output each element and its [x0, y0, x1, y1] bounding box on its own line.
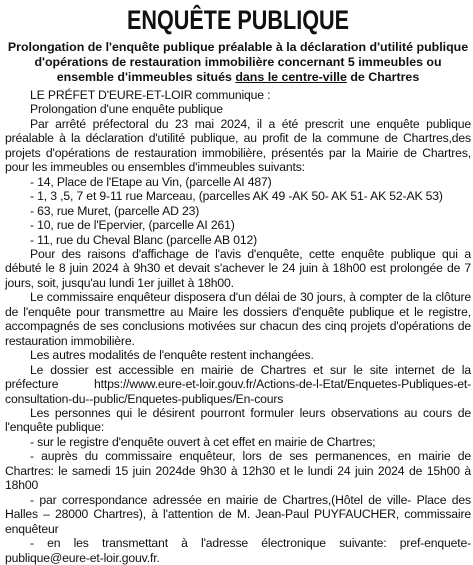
property-list-item: - 14, Place de l'Etape au Vin, (parcelle AI 487)	[30, 174, 272, 189]
observation-method-item: - en les transmettant à l'adresse électronique suivante: pref-enquete-publique@eure-et-loir.gouv.fr.	[5, 536, 471, 565]
subtitle-underlined-text: dans le centre-ville	[235, 70, 347, 84]
notice-title: ENQUÊTE PUBLIQUE	[126, 5, 350, 35]
extension-paragraph: Pour des raisons d'affichage de l'avis d'enquête, cette enquête publique qui a débuté le 8 juin 2024 à 9h30 et devait s'achever le 24 juin à 18h00 est prolongée de 7 jours, soit, jusqu'au lundi 1er juillet à 18h00.	[5, 246, 471, 290]
subtitle-text-start: Prolongation de l'enquête publique préalable à la déclaration d'utilité publique d'opérations de restauration immobilière concernant 5 immeubles ou ensemble d'immeubles situés	[7, 40, 469, 84]
other-modalities-paragraph: Les autres modalités de l'enquête restent inchangées.	[30, 348, 314, 363]
property-list-item: - 63, rue Muret, (parcelle AD 23)	[30, 203, 200, 218]
decree-paragraph: Par arrêté préfectoral du 23 mai 2024, il a été prescrit une enquête publique préalable à la déclaration d'utilité publique, au profit de la commune de Chartres,des projets d'opérations de restauration immobilière, présentés par la Mairie de Chartres, pour les immeubles ou ensembles d'immeubles suivants:	[5, 116, 471, 175]
observations-intro-paragraph: Les personnes qui le désirent pourront formuler leurs observations au cours de l'enquête publique:	[5, 405, 471, 435]
property-list-item: - 11, rue du Cheval Blanc (parcelle AB 012)	[30, 232, 258, 247]
dossier-access-paragraph: Le dossier est accessible en mairie de Chartres et sur le site internet de la préfecture https://www.eure-et-loir.gouv.fr/Actions-de-l-Etat/Enquetes-Publiques-et-consultation-du--public/Enquetes-publiques/En-cours	[5, 362, 471, 406]
subtitle-text-end: de Chartres	[346, 70, 420, 84]
commissioner-paragraph: Le commissaire enquêteur disposera d'un délai de 30 jours, à compter de la clôture de l'enquête pour transmettre au Maire les dossiers d'enquête publique et le registre, accompagnés de ses conclusions motivées sur chacun des cinq projets d'opérations de restauration immobilière.	[5, 290, 471, 348]
observation-method-item: - sur le registre d'enquête ouvert à cet effet en mairie de Chartres;	[30, 434, 376, 449]
notice-body	[5, 88, 471, 565]
prefect-announcement: LE PRÉFET D'EURE-ET-LOIR communique :	[30, 88, 271, 102]
observation-method-item: - par correspondance adressée en mairie de Chartres,(Hôtel de ville- Place des Halles – 28000 Chartres), à l'attention de M. Jean-Paul PUYFAUCHER, commissaire enquêteur	[5, 492, 471, 536]
property-list-item: - 1, 3 ,5, 7 et 9-11 rue Marceau, (parcelles AK 49 -AK 50- AK 51- AK 52-AK 53)	[30, 189, 443, 204]
notice-subtitle	[5, 40, 471, 85]
observation-method-item: - auprès du commissaire enquêteur, lors de ses permanences, en mairie de Chartres: le samedi 15 juin 2024de 9h30 à 12h30 et le lundi 24 juin 2024 de 15h00 à 18h00	[5, 449, 471, 493]
property-list-item: - 10, rue de l'Epervier, (parcelle AI 261)	[30, 218, 235, 233]
notice-heading-line: Prolongation d'une enquête publique	[30, 102, 223, 117]
